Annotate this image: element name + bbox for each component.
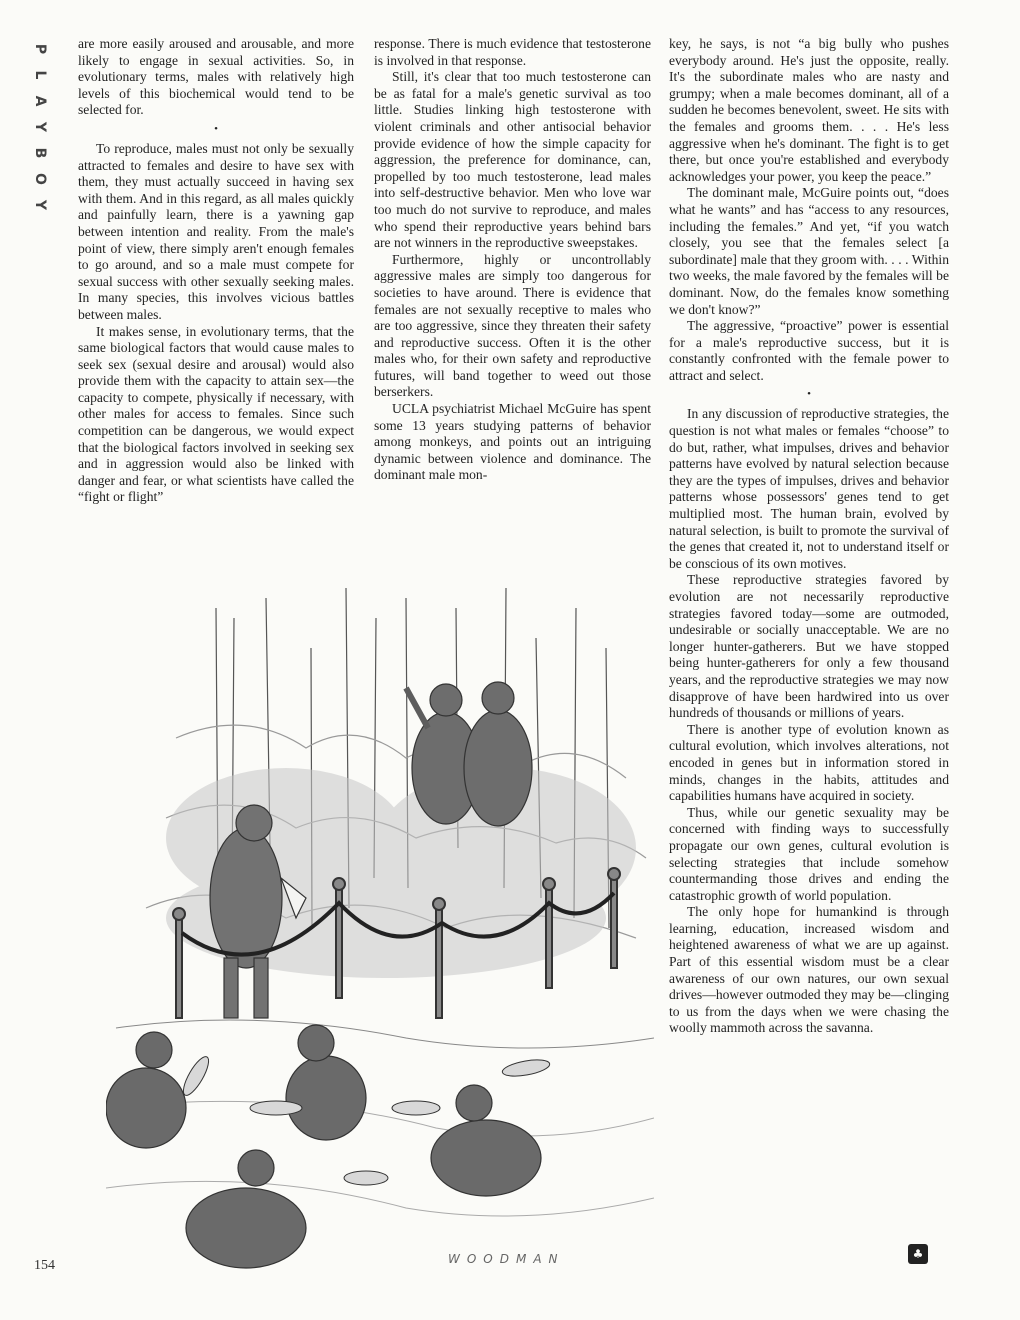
paragraph: key, he says, is not “a big bully who pushes everybody around. He's just the opposite, really. It's the subordinate males who are nasty and grumpy; when a male becomes dominant, all of a sudden he becomes benevolent, sweet. He sits with the females and grooms them. . . . He's less aggressive when he's dominant. The fight is to get there, but once you're established and everybody acknowledges your power, you keep the peace.” <box>669 36 949 184</box>
paragraph: It makes sense, in evolutionary terms, that the same biological factors that would cause males to seek sex (sexual desire and arousal) would also provide them with the capacity to attain sex—the capacity to compete, physically if necessary, with other males for access to females. Since such competition can be dangerous, we would expect that the biological factors involved in seeking sex and in aggression would also be linked with danger and fear, or what scientists have called the “fight or flight” <box>78 323 354 505</box>
section-bullet: • <box>214 122 218 135</box>
column-3 <box>669 36 949 1037</box>
paragraph: response. There is much evidence that testosterone is involved in that response. <box>374 36 651 68</box>
masthead: P L A Y B O Y <box>32 43 48 211</box>
column-1 <box>78 36 354 506</box>
section-bullet: • <box>807 388 811 401</box>
paragraph: Furthermore, highly or uncontrollably aggressive males are simply too dangerous for societies to have around. There is evidence that females are not sexually receptive to males who are too aggressive, since they threaten their safety and reproductive success. Often it is the other males who, for their own safety and reproductive futures, will band together to weed out those berserkers. <box>374 251 651 400</box>
paragraph: Thus, while our genetic sexuality may be concerned with finding ways to successfully propagate our own genes, cultural evolution is selecting strategies that include somehow countermanding those drives and ending the catastrophic growth of world population. <box>669 804 949 903</box>
bunny-end-mark-icon: ♣ <box>908 1244 928 1264</box>
paragraph: UCLA psychiatrist Michael McGuire has spent some 13 years studying patterns of behavior among monkeys, and points out an intriguing dynamic between violence and dominance. The dominant male mon- <box>374 401 651 483</box>
cartoon-illustration <box>106 588 654 1278</box>
paragraph: are more easily aroused and arousable, and more likely to engage in sexual activities. So, in evolutionary terms, males with relatively high levels of this biochemical would tend to be selected for. <box>78 36 354 118</box>
column-2 <box>374 36 651 484</box>
paragraph: To reproduce, males must not only be sexually attracted to females and desire to have sex with them, they must actually succeed in having sex with them. And in this regard, as all males quickly and painfully learn, there is a yawning gap between intention and reality. From the male's point of view, there simply aren't enough females to go around, and so a male must compete for sexual success with other sexually seeking males. In many species, this involves vicious battles between males. <box>78 140 354 322</box>
paragraph: In any discussion of reproductive strategies, the question is not what males or females “choose” to do but, rather, what impulses, drives and behavior patterns have evolved by natural selection because they are the types of impulses, drives and behavior patterns whose possessors' genes tend to get multiplied most. The human brain, evolved by natural selection, is built to promote the survival of the genes that created it, not to understand itself or be conscious of its own motives. <box>669 406 949 571</box>
paragraph: The only hope for humankind is through learning, education, increased wisdom and heightened awareness of what we are up against. Part of this essential wisdom must be a clear awareness of our own natures, our own sexual drives—however outmoded they may be—clinging to us from the days when we were chasing the woolly mammoth across the savanna. <box>669 904 949 1036</box>
paragraph: There is another type of evolution known as cultural evolution, which involves alterations, not encoded in genes but in information stored in minds, changes in the habits, attitudes and capabilities humans have acquired in society. <box>669 721 949 804</box>
paragraph: The aggressive, “proactive” power is essential for a male's reproductive success, but it is constantly confronted with the female power to attract and select. <box>669 318 949 383</box>
paragraph: These reproductive strategies favored by evolution are not necessarily reproductive strategies favored today—some are outmoded, undesirable or socially unacceptable. We are no longer hunter-gatherers. But we have stopped being hunter-gatherers for only a few thousand years, and the reproductive strategies we may now disapprove of have been hardwired into us over hundreds of thousands or millions of years. <box>669 572 949 721</box>
page-number: 154 <box>34 1258 55 1273</box>
cartoon-signature: WOODMAN <box>448 1252 565 1266</box>
paragraph: Still, it's clear that too much testosterone can be as fatal for a male's genetic survival as too little. Studies linking high testosterone with violent criminals and other antisocial behavior provide evidence of how the simple capacity for aggression, the preference for dominance, can, propelled by too much testosterone, lead males into self-destructive behavior. Men who love war too much do not survive to reproduce, and males who spend their reproductive years behind bars are not winners in the reproductive sweepstakes. <box>374 69 651 251</box>
paragraph: The dominant male, McGuire points out, “does what he wants” and has “access to any resources, including the females.” And yet, “if you watch closely, you see that the females select [a subordinate] male that they groom with. . . . Within two weeks, the male favored by the females will be dominant. Now, do the females know something we don't know?” <box>669 185 949 317</box>
